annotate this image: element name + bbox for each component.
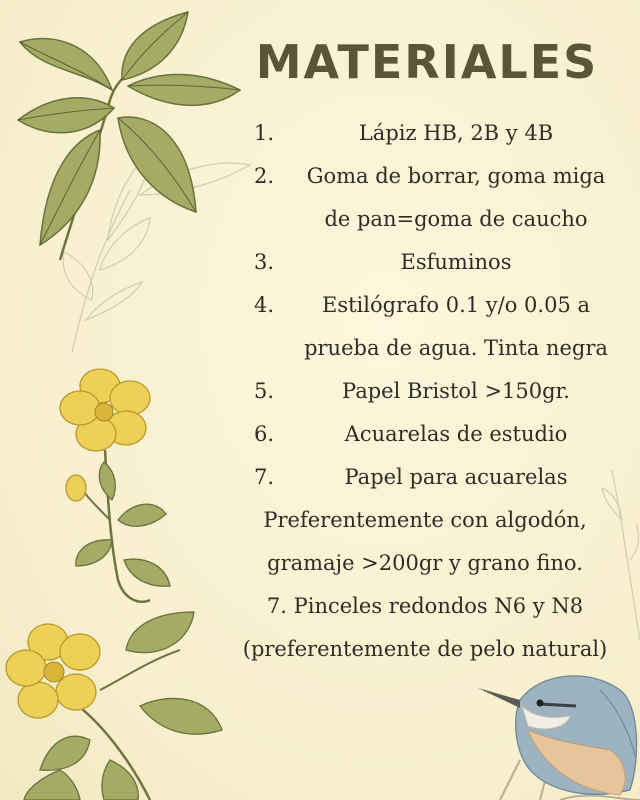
item-number: 3. [253, 250, 274, 274]
item-text: Acuarelas de estudio [344, 422, 568, 446]
item-text: Papel Bristol >150gr. [342, 379, 570, 403]
note-line: (preferentemente de pelo natural) [242, 637, 608, 661]
yellow-flower-illustration [60, 369, 170, 602]
note-line: Preferentemente con algodón, [263, 508, 587, 532]
note-line: 7. Pinceles redondos N6 y N8 [266, 594, 584, 618]
list-item [210, 155, 640, 198]
note-line: gramaje >200gr y grano fino. [267, 551, 583, 575]
item-number: 1. [253, 121, 274, 145]
list-item [210, 456, 640, 499]
item-text: Papel para acuarelas [344, 465, 568, 489]
list-item [210, 241, 640, 284]
item-number: 5. [253, 379, 274, 403]
item-text: prueba de agua. Tinta negra [304, 336, 608, 360]
bird-illustration [478, 676, 640, 800]
item-number: 2. [253, 164, 274, 188]
list-item [210, 198, 640, 241]
item-text: Goma de borrar, goma miga [306, 164, 606, 188]
green-leaf-illustration [18, 12, 240, 260]
item-text: Lápiz HB, 2B y 4B [358, 121, 554, 145]
materials-list [210, 112, 640, 671]
page-title: MATERIALES [255, 35, 599, 89]
list-item [210, 413, 640, 456]
list-item [210, 112, 640, 155]
bottom-flower-illustration [6, 612, 222, 800]
item-number: 6. [253, 422, 274, 446]
list-item [210, 327, 640, 370]
item-text: Estilógrafo 0.1 y/o 0.05 a [322, 293, 590, 317]
list-item [210, 370, 640, 413]
item-number: 4. [253, 293, 274, 317]
list-item [210, 284, 640, 327]
item-text: Esfuminos [400, 250, 512, 274]
item-number: 7. [253, 465, 274, 489]
item-text: de pan=goma de caucho [324, 207, 588, 231]
